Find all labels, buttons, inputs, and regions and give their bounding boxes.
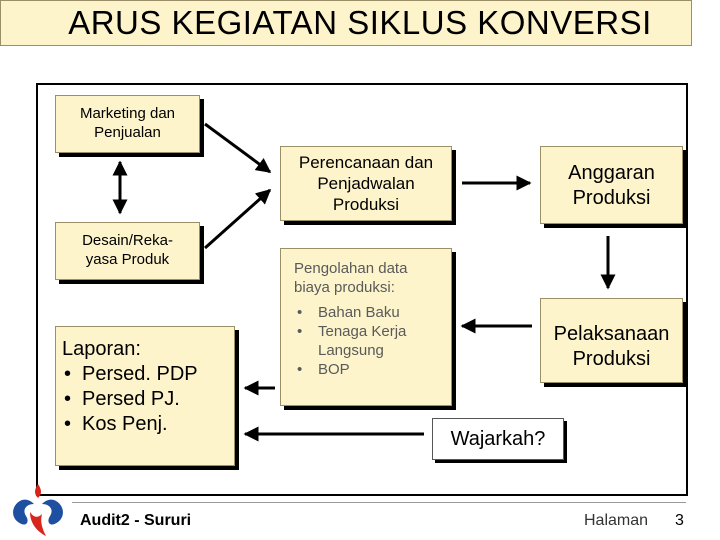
arrow-marketing-perencanaan	[205, 124, 270, 172]
marketing-line-1: Marketing dan	[79, 105, 176, 122]
pengolahan-item: • BOP	[294, 360, 445, 379]
pengolahan-item: • Tenaga Kerja Langsung	[294, 322, 445, 360]
arrow-desain-perencanaan	[205, 190, 270, 248]
desain-line-2: yasa Produk	[85, 251, 170, 268]
laporan-item: • Kos Penj.	[62, 412, 234, 437]
laporan-item: • Persed. PDP	[62, 362, 234, 387]
perencanaan-line-1: Perencanaan dan	[298, 153, 434, 172]
pengolahan-line-2: biaya produksi:	[294, 279, 395, 296]
footer-author: Audit2 - Sururi	[80, 512, 192, 529]
anggaran-line-1: Anggaran	[568, 162, 655, 184]
university-logo-icon	[8, 482, 68, 538]
pelaksanaan-line-1: Pelaksanaan	[553, 323, 670, 345]
pengolahan-line-1: Pengolahan data	[294, 260, 408, 277]
wajarkah-box: Wajarkah?	[432, 418, 564, 460]
footer-page-number: 3	[675, 512, 684, 529]
pelaksanaan-line-2: Produksi	[572, 348, 651, 370]
pengolahan-item: • Bahan Baku	[294, 303, 445, 322]
footer-divider	[72, 502, 686, 503]
perencanaan-line-3: Produksi	[332, 195, 400, 214]
laporan-item: • Persed PJ.	[62, 387, 234, 412]
anggaran-line-2: Produksi	[572, 187, 651, 209]
laporan-heading: Laporan:	[62, 338, 141, 360]
perencanaan-line-2: Penjadwalan	[317, 174, 415, 193]
footer-page-label: Halaman	[584, 512, 649, 529]
slide-title: ARUS KEGIATAN SIKLUS KONVERSI	[68, 4, 652, 41]
desain-line-1: Desain/Reka-	[82, 232, 173, 249]
marketing-line-2: Penjualan	[94, 124, 161, 141]
